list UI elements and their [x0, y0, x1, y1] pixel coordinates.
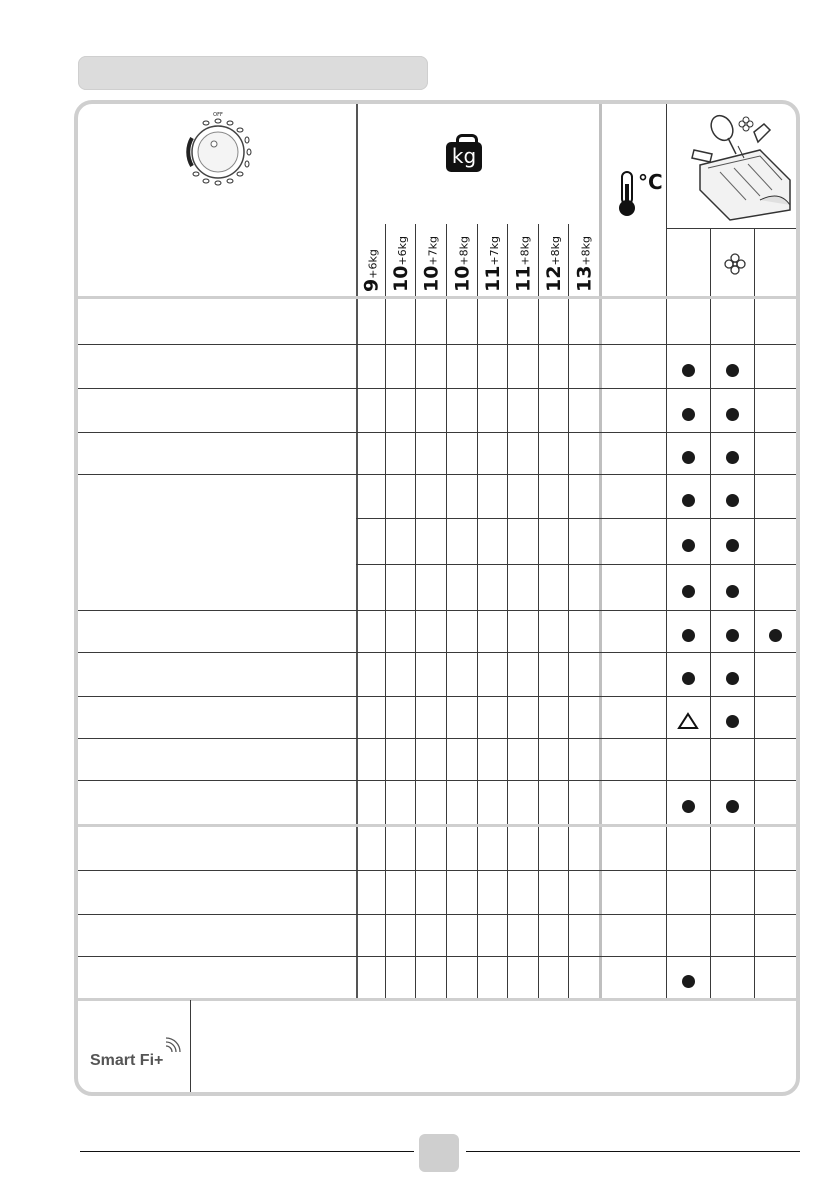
svg-text:10+8kg — [452, 236, 474, 292]
dosage-dot — [726, 408, 739, 421]
capacity-main: 10 — [451, 265, 474, 292]
svg-text:11+7kg — [482, 236, 504, 292]
dosage-triangle — [677, 712, 699, 734]
row-divider — [78, 610, 796, 611]
dosage-dot — [726, 539, 739, 552]
row-divider — [78, 344, 796, 345]
col-divider — [507, 224, 508, 998]
header-divider — [78, 296, 796, 299]
page-number-badge — [419, 1134, 459, 1172]
dosage-dot — [682, 364, 695, 377]
capacity-unit: kg — [457, 235, 471, 250]
section-title-bar — [78, 56, 428, 90]
col-divider — [446, 224, 447, 998]
dosage-dot — [682, 494, 695, 507]
capacity-column-label — [538, 216, 568, 296]
thermometer-icon — [616, 170, 640, 218]
capacity-unit: kg — [579, 235, 593, 250]
dosage-dot — [682, 408, 695, 421]
col-divider — [538, 224, 539, 998]
table-bottom — [78, 998, 796, 1001]
capacity-unit: kg — [366, 249, 380, 263]
dosage-dot — [726, 672, 739, 685]
svg-text:10+6kg — [390, 236, 412, 292]
dosage-dot — [682, 585, 695, 598]
capacity-main: 10 — [420, 265, 443, 292]
row-divider — [666, 228, 796, 229]
smart-fi-label: Smart Fi+ — [90, 1052, 164, 1069]
svg-text:11+8kg — [513, 236, 535, 292]
capacity-column-label — [415, 216, 446, 296]
dosage-dot — [726, 585, 739, 598]
dosage-dot — [726, 494, 739, 507]
smart-divider — [190, 1000, 191, 1096]
row-divider — [78, 738, 796, 739]
capacity-extra: +8 — [518, 249, 532, 266]
capacity-main: 11 — [512, 265, 535, 292]
capacity-unit: kg — [488, 235, 501, 250]
capacity-main: 13 — [573, 265, 596, 292]
capacity-main: 10 — [390, 265, 412, 292]
temperature-unit: °C — [638, 170, 663, 194]
capacity-column-label — [446, 216, 477, 296]
capacity-extra: +8 — [549, 249, 562, 266]
capacity-unit: kg — [549, 235, 562, 250]
capacity-column-label — [477, 216, 507, 296]
row-divider — [356, 564, 796, 565]
capacity-unit: kg — [396, 235, 409, 250]
svg-text:13+8kg — [574, 236, 596, 292]
capacity-main: 11 — [482, 265, 504, 292]
footer-line-left — [80, 1151, 414, 1152]
dosage-dot — [726, 451, 739, 464]
row-divider — [78, 914, 796, 915]
dosage-dot — [682, 672, 695, 685]
row-divider — [356, 518, 796, 519]
capacity-column-label — [385, 216, 415, 296]
dosage-dot — [682, 975, 695, 988]
col-divider — [385, 224, 386, 998]
col-divider — [599, 104, 602, 998]
dosage-dot — [682, 629, 695, 642]
row-divider — [78, 870, 796, 871]
row-divider — [78, 474, 796, 475]
program-dial-icon — [178, 108, 258, 192]
dosage-dot — [726, 800, 739, 813]
row-divider — [78, 696, 796, 697]
kg-icon-label: kg — [446, 142, 482, 172]
col-divider — [568, 224, 569, 998]
svg-text:9+6kg — [361, 249, 383, 292]
col-divider — [477, 224, 478, 998]
capacity-extra: +6 — [366, 262, 380, 279]
capacity-extra: +8 — [457, 249, 471, 266]
capacity-extra: +7 — [488, 249, 501, 266]
footer-line-right — [466, 1151, 800, 1152]
capacity-main: 9 — [360, 278, 383, 292]
dial-off-label: OFF — [213, 112, 223, 118]
fabric-softener-flower-icon — [723, 252, 747, 276]
smart-fi-cell — [78, 1002, 190, 1096]
dosage-dot — [726, 629, 739, 642]
capacity-column-label — [356, 216, 385, 296]
detergent-drawer-icon — [690, 110, 794, 222]
kg-weight-icon — [446, 134, 482, 172]
capacity-unit: kg — [518, 235, 532, 250]
capacity-unit: kg — [426, 235, 440, 250]
dosage-dot — [682, 539, 695, 552]
row-divider — [78, 388, 796, 389]
capacity-extra: +7 — [426, 249, 440, 266]
capacity-column-label — [507, 216, 538, 296]
dosage-dot — [726, 715, 739, 728]
svg-text:12+8kg — [543, 236, 565, 292]
col-divider — [356, 104, 358, 998]
dosage-dot — [769, 629, 782, 642]
col-divider — [415, 224, 416, 998]
section-divider — [78, 824, 796, 827]
row-divider — [78, 780, 796, 781]
row-divider — [78, 956, 796, 957]
capacity-extra: +6 — [396, 249, 409, 266]
capacity-column-label — [568, 216, 599, 296]
programme-table — [74, 100, 800, 1096]
dosage-dot — [726, 364, 739, 377]
capacity-extra: +8 — [579, 249, 593, 266]
col-divider — [666, 104, 667, 998]
row-divider — [78, 432, 796, 433]
dosage-dot — [682, 451, 695, 464]
row-divider — [78, 652, 796, 653]
capacity-main: 12 — [543, 265, 565, 292]
svg-text:10+7kg — [421, 236, 443, 292]
dosage-dot — [682, 800, 695, 813]
wifi-signal-icon — [164, 1036, 182, 1054]
